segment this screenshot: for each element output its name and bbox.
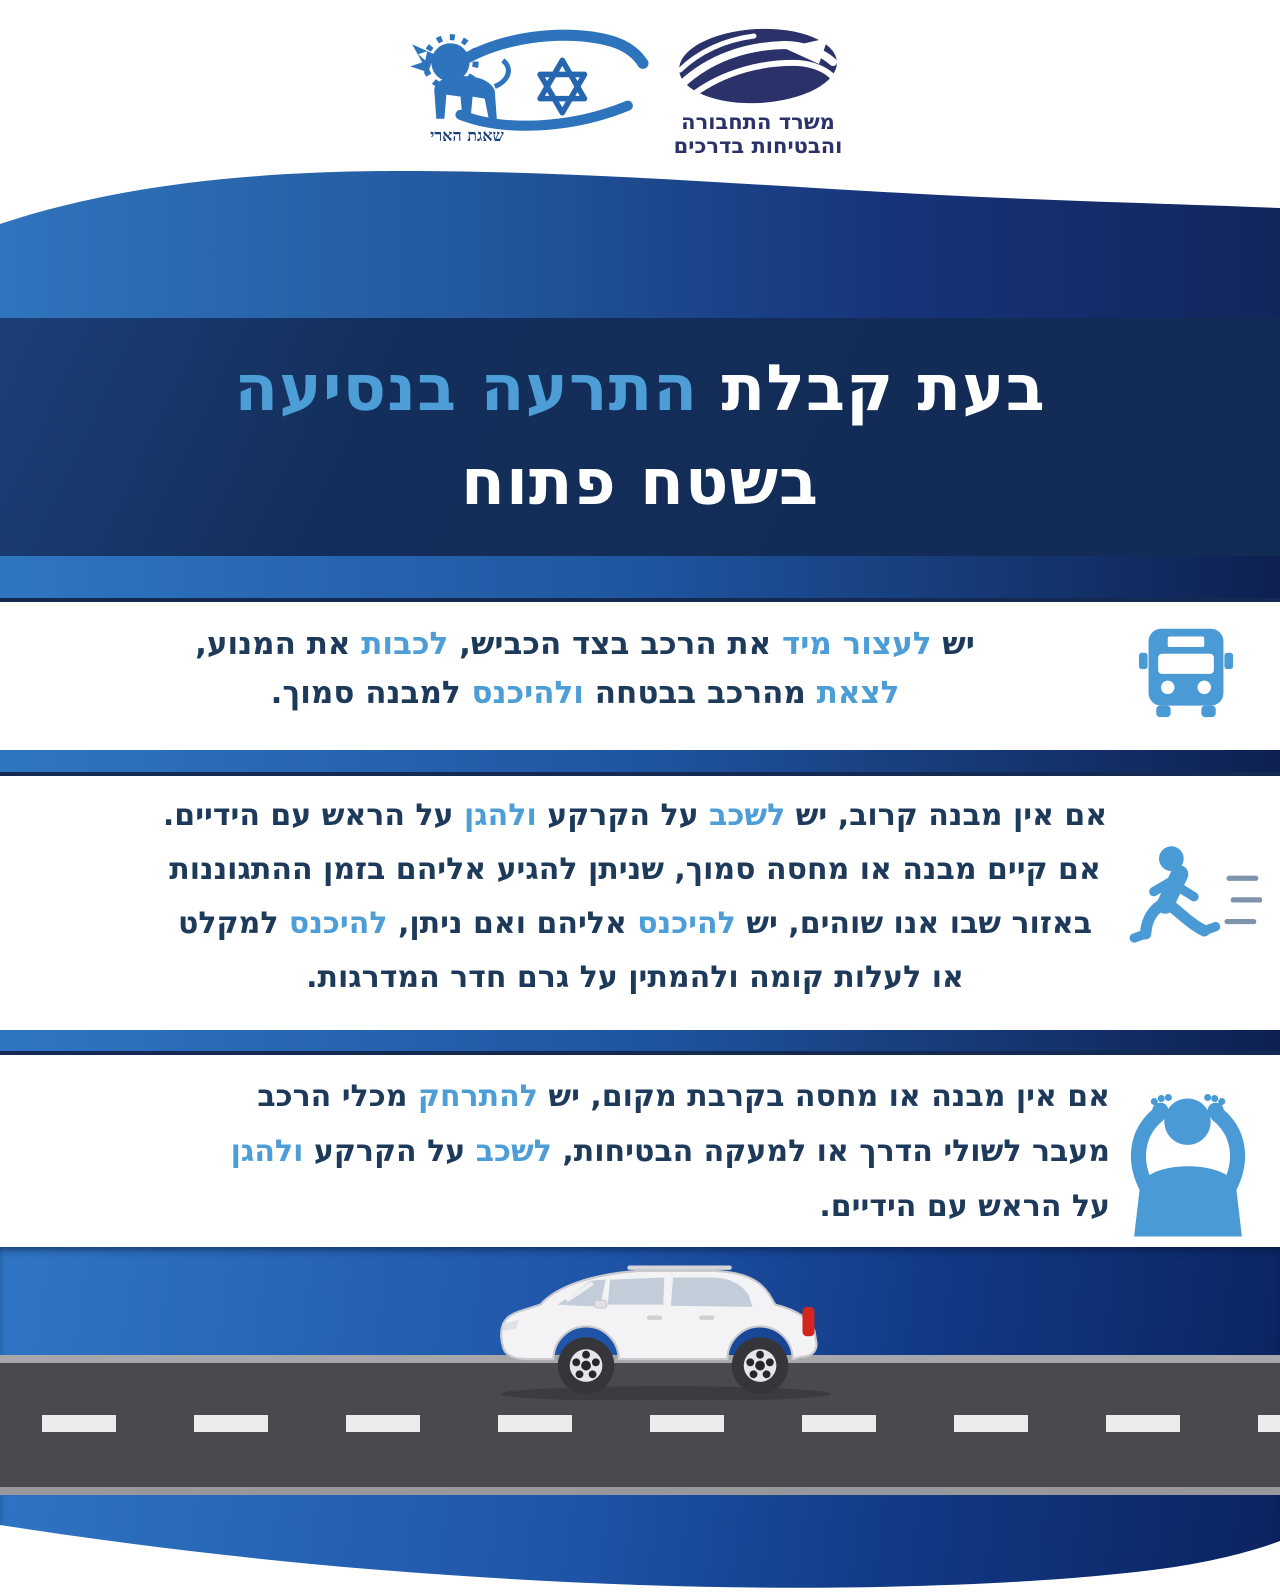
divider-bar-title [0, 556, 1280, 602]
highlighted-text: ולהגן [463, 798, 537, 833]
text-segment: על הראש עם הידיים. [162, 798, 464, 833]
text-line [20, 789, 1250, 843]
text-segment: על הקרקע [303, 1134, 476, 1169]
title-part-white: בעת קבלת [698, 352, 1046, 426]
text-segment: את המנוע, [195, 626, 362, 662]
ministry-logo-icon [676, 26, 840, 106]
text-segment: או לעלות קומה ולהמתין על גרם חדר המדרגות. [306, 960, 964, 995]
person-covering-head-icon [1120, 1087, 1256, 1237]
text-segment: על הקרקע [536, 798, 710, 833]
text-segment: אם קיים מבנה או מחסה סמוך, שניתן להגיע אליהם בזמן ההתגוננות [169, 852, 1101, 887]
car-illustration [486, 1259, 834, 1400]
text-segment: אם אין מבנה קרוב, יש [785, 798, 1108, 833]
header [0, 0, 1280, 168]
text-line [50, 669, 1120, 718]
text-line [60, 1179, 1110, 1234]
front-wheel [558, 1337, 615, 1394]
lion-flag-icon [398, 24, 650, 137]
highlighted-text: להתרחק [417, 1079, 538, 1114]
highlighted-text: ולהגן [230, 1134, 304, 1169]
text-segment: באזור שבו אנו שוהים, יש [735, 906, 1092, 941]
section-no-shelter [0, 1055, 1280, 1247]
bottom-scene [0, 1247, 1280, 1596]
divider-bar-2 [0, 1030, 1280, 1055]
text-segment: אליהם ואם ניתן, [387, 906, 638, 941]
text-line [20, 951, 1250, 1005]
bottom-wave [0, 1497, 1280, 1596]
text-segment: יש [931, 626, 975, 662]
text-line [50, 620, 1120, 669]
text-segment: על הראש עם הידיים. [819, 1189, 1110, 1224]
highlighted-text: להיכנס [288, 906, 388, 941]
title-part-blue: התרעה בנסיעה [234, 352, 699, 426]
page-title-line2: בשטח פתוח [460, 446, 820, 520]
text-segment: מהרכב בבטחה [583, 675, 817, 711]
highlighted-text: לשכב [475, 1134, 552, 1169]
title-banner [0, 318, 1280, 556]
section-stop-vehicle [0, 602, 1280, 750]
highlighted-text: להיכנס [637, 906, 736, 941]
highlighted-text: לשכב [709, 798, 786, 833]
ministry-name [662, 110, 854, 158]
highlighted-text: ולהיכנס [471, 675, 584, 711]
text-segment: למקלט [178, 906, 289, 941]
rear-wheel [732, 1337, 789, 1394]
header-wave [0, 168, 1280, 318]
section-text [60, 1069, 1110, 1234]
highlighted-text: לכבות [361, 626, 449, 662]
bus-icon [1138, 624, 1234, 720]
text-segment: אם אין מבנה או מחסה בקרבת מקום, יש [537, 1079, 1110, 1114]
lion-flag-logo [398, 24, 650, 164]
ministry-logo [662, 26, 854, 158]
text-line [60, 1069, 1110, 1124]
text-line [20, 843, 1250, 897]
highlighted-text: לצאת [816, 675, 900, 711]
text-segment: מכלי הרכב [257, 1079, 418, 1114]
text-line [60, 1124, 1110, 1179]
ministry-name-line1: משרד התחבורה [681, 110, 835, 134]
text-segment: את הרכב בצד הכביש, [448, 626, 782, 662]
section-no-building [0, 777, 1280, 1030]
highlighted-text: לעצור מיד [781, 626, 932, 662]
star-of-david-icon [540, 60, 584, 112]
lion-logo-caption: שאגת הארי [430, 126, 504, 145]
text-segment: מעבר לשולי הדרך או למעקה הבטיחות, [551, 1134, 1110, 1169]
divider-bar-1 [0, 750, 1280, 776]
section-text [50, 620, 1120, 718]
text-line [20, 897, 1250, 951]
section-text [20, 789, 1250, 1005]
suv-icon [486, 1259, 834, 1400]
text-segment: למבנה סמוך. [270, 675, 472, 711]
page-title-line1 [0, 342, 1280, 436]
lane-markings [42, 1415, 1280, 1432]
ministry-name-line2: והבטיחות בדרכים [673, 134, 843, 158]
